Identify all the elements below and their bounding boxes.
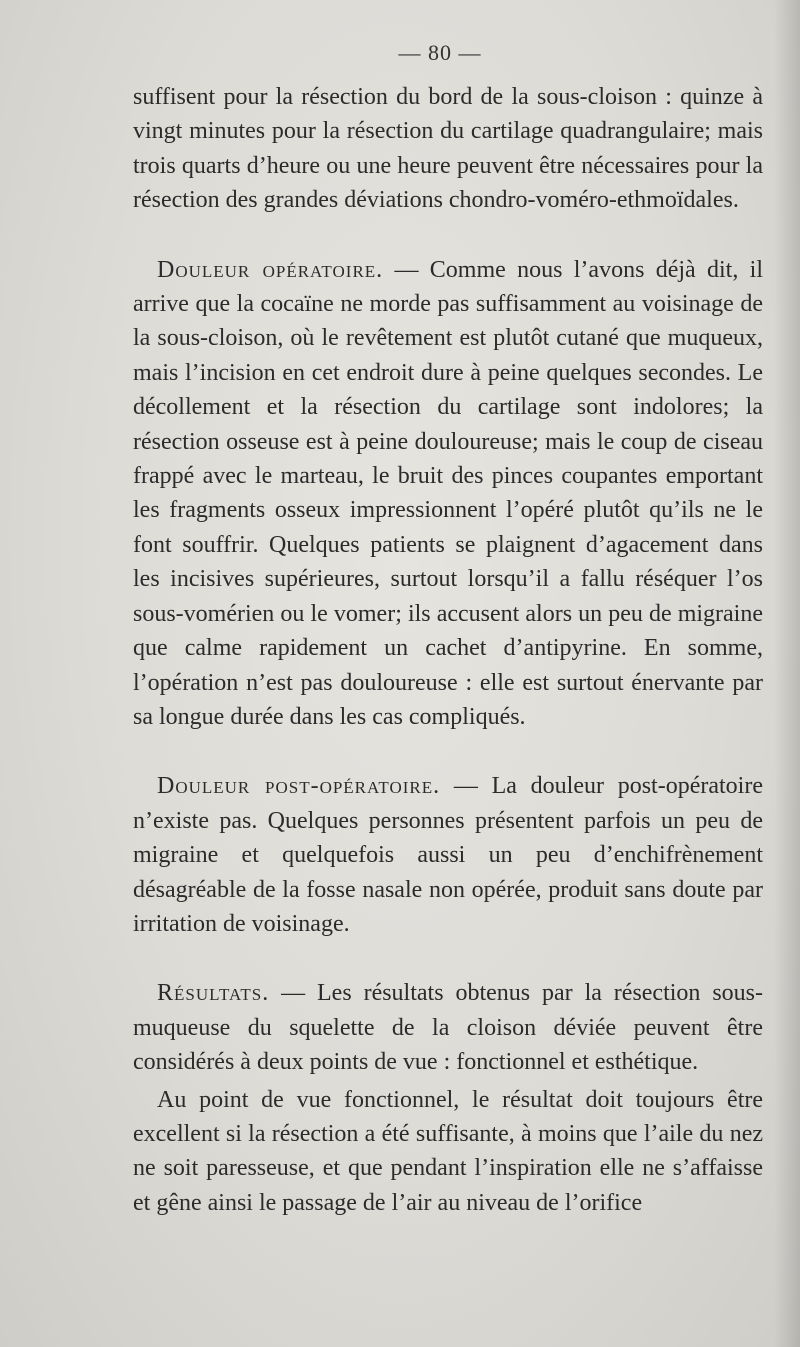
section-heading-douleur-operatoire: Douleur opératoire.: [157, 256, 384, 283]
paragraph-point-de-vue-fonctionnel: [133, 1083, 763, 1221]
paragraph-continuation: [133, 80, 763, 218]
paragraph-resultats: [133, 976, 763, 1079]
heading-separator: —: [269, 980, 318, 1007]
page-number: — 80 —: [398, 40, 482, 65]
section-heading-resultats: Résultats.: [157, 980, 270, 1007]
paragraph-douleur-operatoire: [133, 253, 763, 735]
paragraph-text: Comme nous l’avons déjà dit, il arrive que la cocaïne ne morde pas suffisamment au voisinage de la sous-cloison, où le revêtement est plutôt cutané que muqueux, mais l’incision en cet endroit dure à peine quelques secondes. Le décollement et la résection du cartilage sont indolores; la résection osseuse est à peine douloureuse; mais le coup de ciseau frappé avec le marteau, le bruit des pinces coupantes emportant les fragments osseux impressionnent l’opéré plutôt qu’ils ne le font souffrir. Quelques patients se plaignent d’agacement dans les incisives supérieures, surtout lorsqu’il a fallu réséquer l’os sous-vomérien ou le vomer; ils accusent alors un peu de migraine que calme rapidement un cachet d’antipyrine. En somme, l’opération n’est pas douloureuse : elle est surtout énervante par sa longue durée dans les cas compliqués.: [133, 256, 763, 730]
page-edge-shadow: [774, 0, 800, 1347]
paragraph-text: Les résultats obtenus par la résection sous-muqueuse du squelette de la cloison déviée peuvent être considérés à deux points de vue : fonctionnel et esthétique.: [133, 980, 763, 1076]
paragraph-douleur-post-operatoire: [133, 769, 763, 941]
body-text: [133, 80, 763, 1220]
paragraph-text: suffisent pour la résection du bord de la sous-cloison : quinze à vingt minutes pour la résection du cartilage quadrangulaire; mais trois quarts d’heure ou une heure peuvent être nécessaires pour la résection des grandes déviations chondro-voméro-ethmoïdales.: [133, 84, 763, 214]
heading-separator: —: [440, 773, 492, 800]
paragraph-text: Au point de vue fonctionnel, le résultat doit toujours être excellent si la résection a été suffisante, à moins que l’aile du nez ne soit paresseuse, et que pendant l’inspiration elle ne s’affaisse et gêne ainsi le passage de l’air au niveau de l’orifice: [133, 1086, 763, 1216]
paragraph-text: La douleur post-opératoire n’existe pas. Quelques personnes présentent parfois un peu de migraine et quelquefois aussi un peu d’enchifrènement désagréable de la fosse nasale non opérée, produit sans doute par irritation de voisinage.: [133, 773, 763, 937]
heading-separator: —: [383, 256, 430, 283]
section-heading-douleur-post-operatoire: Douleur post-opératoire.: [157, 773, 441, 800]
